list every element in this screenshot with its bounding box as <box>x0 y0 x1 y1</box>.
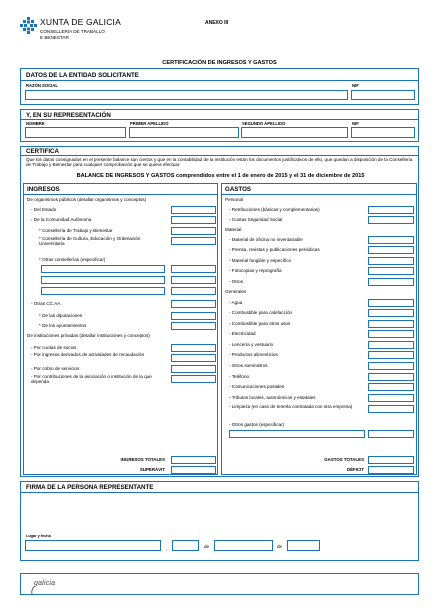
ing-del-estado-field[interactable] <box>171 206 216 214</box>
gas-fotocopias: - Fotocopias y reprografía <box>229 268 282 273</box>
gas-combustible-otros: - Combustible para otros usos <box>229 321 291 326</box>
divider <box>21 155 418 156</box>
rep-nif-label: NIF <box>352 121 359 126</box>
ing-cuotas-socios-field[interactable] <box>171 344 216 352</box>
ing-otras-conselleria-name-1[interactable] <box>41 265 165 273</box>
lugar-field[interactable] <box>25 540 161 551</box>
ing-cobro-servicios: - Por cobro de servicios <box>31 366 80 371</box>
entity-title: DATOS DE LA ENTIDAD SOLICITANTE <box>26 72 139 79</box>
gas-prensa: - Prensa, revistas y publicaciones periódicas <box>229 247 320 252</box>
gas-productos-alimenticios-field[interactable] <box>368 351 414 359</box>
ing-cons-trabajo-field[interactable] <box>171 227 216 235</box>
ing-otras-ccaa-field[interactable] <box>171 300 216 308</box>
gas-otros: - Otros <box>229 279 244 284</box>
gas-combustible-calefaccion-field[interactable] <box>368 309 414 317</box>
ing-contribuciones-field[interactable] <box>171 375 216 383</box>
ing-organismos-publicos: De organismos públicos (detallar organismos y conceptos) <box>27 197 147 202</box>
ing-otras-conselleria-amount-2[interactable] <box>171 276 216 284</box>
gas-limpieza-field[interactable] <box>368 405 414 413</box>
ing-otras-conselleria-name-3[interactable] <box>41 287 165 295</box>
gas-personal: Personal <box>225 197 244 202</box>
gas-retribuciones-field[interactable] <box>368 206 414 214</box>
ing-ayuntamientos-field[interactable] <box>171 322 216 330</box>
representative-section <box>20 109 419 142</box>
gas-telefono-field[interactable] <box>368 373 414 381</box>
certifica-title: CERTIFICA <box>26 148 59 155</box>
nombre-field[interactable] <box>25 127 126 138</box>
ing-ayuntamientos: * De los ayuntamientos <box>39 323 87 328</box>
representative-title: Y, EN SU REPRESENTACIÓN <box>26 112 111 119</box>
gas-material: Material <box>225 227 242 232</box>
ing-otras-conselleria-amount-1[interactable] <box>171 265 216 273</box>
lugar-fecha-label: Lugar y fecha <box>26 534 51 538</box>
deficit-field[interactable] <box>368 466 414 474</box>
galicia-logo: galicia <box>34 580 56 587</box>
gas-material-oficina-field[interactable] <box>368 236 414 244</box>
primer-apellido-label: PRIMER APELLIDO <box>130 121 169 126</box>
ing-cons-trabajo: * Consellería de Trabajo y Bienestar <box>39 228 113 233</box>
gas-agua: - Agua <box>229 300 243 305</box>
gas-generales: Generales <box>225 289 247 294</box>
superavit-field[interactable] <box>171 466 216 474</box>
ing-comunidad-autonoma-field[interactable] <box>171 216 216 224</box>
segundo-apellido-field[interactable] <box>241 127 348 138</box>
gas-comunicaciones-postales: - Comunicaciones postales <box>229 384 285 389</box>
ing-diputaciones: * De las diputaciones <box>39 313 83 318</box>
gas-otros-gastos: - Otros gastos (especificar) <box>229 422 285 427</box>
gas-telefono: - Teléfono <box>229 374 250 379</box>
xunta-logo-icon <box>20 17 37 34</box>
firma-section <box>20 481 419 561</box>
gas-prensa-field[interactable] <box>368 246 414 254</box>
rep-nif-field[interactable] <box>351 127 415 138</box>
ing-otras-consellerias: * Otras consellerías (especificar) <box>39 257 106 262</box>
certifica-text: Que los datos consignados en el presente balance son ciertos y que en la contabilidad de la institución están los documentos justificativos de ello, que quedan a disposición de la Consellería de Trabajo y Bienestar para cualquier comprobación que se quiera efectuar. <box>26 157 413 168</box>
balance-title: BALANCE DE INGRESOS Y GASTOS comprendidos entre el 1 de enero de 2015 y el 31 de diciembre de 2015 <box>76 173 365 179</box>
divider <box>24 194 217 195</box>
anio-field[interactable] <box>287 540 320 551</box>
gas-combustible-otros-field[interactable] <box>368 320 414 328</box>
divider <box>222 194 416 195</box>
ing-del-estado: - Del Estado <box>31 207 57 212</box>
gas-retribuciones: - Retribuciones (básicas y complementarias) <box>229 207 320 212</box>
ing-cons-cultura: * Consellería de Cultura, Educación y Ordenación Universitaria <box>39 236 141 247</box>
org-name: XUNTA DE GALICIA <box>40 17 121 27</box>
ingresos-title: INGRESOS <box>27 186 60 193</box>
gastos-totales-field[interactable] <box>368 456 414 464</box>
gas-lenceria: - Lencería y vestuario <box>229 342 274 347</box>
gas-otros-gastos-name-field[interactable] <box>229 430 365 438</box>
gas-material-oficina: - Material de oficina no inventariable <box>229 237 303 242</box>
gas-otros-field[interactable] <box>368 278 414 286</box>
gastos-title: GASTOS <box>225 186 252 193</box>
gas-productos-alimenticios: - Productos alimenticios <box>229 352 278 357</box>
divider <box>21 80 418 81</box>
segundo-apellido-label: SEGUNDO APELLIDO <box>242 121 286 126</box>
superavit-label: SUPERÁVIT <box>139 467 165 472</box>
ing-otras-conselleria-amount-3[interactable] <box>171 287 216 295</box>
dept-line-2: E BENESTAR <box>40 35 69 40</box>
ing-recaudacion-field[interactable] <box>171 354 216 362</box>
ing-otras-ccaa: - Otras CC.AA. <box>31 301 62 306</box>
ing-cuotas-socios: - Por cuotas de socios <box>31 345 77 350</box>
ingresos-totales-field[interactable] <box>171 456 216 464</box>
mes-box[interactable] <box>214 540 273 551</box>
primer-apellido-field[interactable] <box>129 127 239 138</box>
gastos-column <box>221 183 417 475</box>
certifica-section <box>20 146 419 477</box>
doc-title: CERTIFICACIÓN DE INGRESOS Y GASTOS <box>162 60 277 66</box>
razon-label: RAZÓN SOCIAL <box>26 83 58 88</box>
entity-section <box>20 68 419 105</box>
gas-cuotas-ss: - Cuotas Seguridad Social <box>229 217 283 222</box>
gas-material-fungible-field[interactable] <box>368 257 414 265</box>
comma-sep: , <box>166 546 168 551</box>
ing-diputaciones-field[interactable] <box>171 312 216 320</box>
galicia-logo-swoosh-icon <box>30 581 36 589</box>
nombre-label: NOMBRE <box>26 121 45 126</box>
entity-nif-label: NIF <box>352 83 359 88</box>
firma-title: FIRMA DE LA PERSONA REPRESENTANTE <box>26 484 154 491</box>
gas-otros-suministros: - Otros suministros <box>229 363 268 368</box>
gas-cuotas-ss-field[interactable] <box>368 216 414 224</box>
ing-comunidad-autonoma: - De la Comunidad Autónoma <box>31 217 92 222</box>
gas-comunicaciones-postales-field[interactable] <box>368 383 414 391</box>
gas-tributos-field[interactable] <box>368 394 414 402</box>
gas-electricidad: - Electricidad <box>229 331 256 336</box>
gas-electricidad-field[interactable] <box>368 330 414 338</box>
de-sep-1: de <box>204 544 210 549</box>
gas-fotocopias-field[interactable] <box>368 267 414 275</box>
ingresos-column <box>23 183 218 475</box>
footer-box <box>20 573 419 595</box>
gastos-totales-label: GASTOS TOTALES <box>324 457 364 462</box>
ing-recaudacion: - Por ingresos derivados de actividades de recaudación <box>31 352 145 357</box>
divider <box>21 119 418 120</box>
gas-limpieza: - Limpieza (en caso de tenerla contratada con otra empresa) <box>229 404 353 409</box>
deficit-label: DÉFICIT <box>346 467 364 472</box>
gas-lenceria-field[interactable] <box>368 341 414 349</box>
gas-agua-field[interactable] <box>368 299 414 307</box>
divider <box>21 492 418 493</box>
gas-tributos: - Tributos locales, autonómicos y estatales <box>229 395 316 400</box>
gas-otros-suministros-field[interactable] <box>368 362 414 370</box>
razon-social-field[interactable] <box>25 90 348 100</box>
ing-otras-conselleria-name-2[interactable] <box>41 276 165 284</box>
entity-nif-field[interactable] <box>351 90 415 100</box>
dept-line-1: CONSELLERÍA DE TRABALLO <box>40 29 105 34</box>
ing-instituciones-privadas: De instituciones privadas (detallar instituciones y conceptos) <box>27 333 150 338</box>
gas-material-fungible: - Material fungible y específico <box>229 258 292 263</box>
gas-otros-gastos-amount-field[interactable] <box>368 430 414 438</box>
gas-combustible-calefaccion: - Combustible para calefacción <box>229 310 293 315</box>
ing-contribuciones: - Por contribuciones de la asociación o institución de la que dependa <box>31 374 152 385</box>
ing-cobro-servicios-field[interactable] <box>171 365 216 373</box>
de-sep-2: de <box>277 544 283 549</box>
ingresos-totales-label: INGRESOS TOTALES <box>120 457 165 462</box>
dia-field[interactable] <box>172 540 199 551</box>
annex-label: ANEXO III <box>205 20 229 26</box>
ing-cons-cultura-field[interactable] <box>171 237 216 245</box>
